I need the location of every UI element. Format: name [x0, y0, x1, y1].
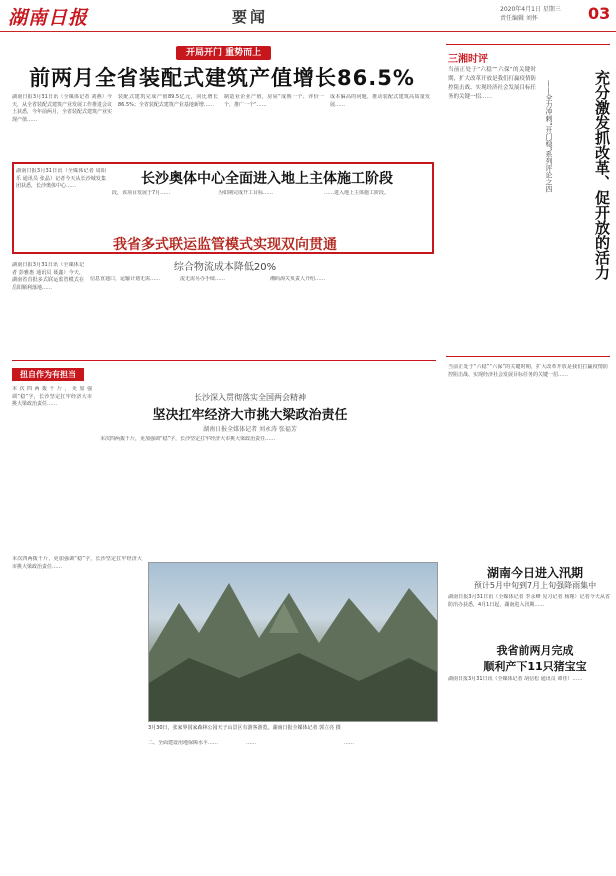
feature-headline: 坚决扛牢经济大市挑大梁政治责任	[152, 408, 348, 423]
commentary-body: 当前正处于“六稳”“六保”的关键时期，扩大改革开放是我们打赢疫情防控阻击战、实现经济社会发展目标任务的关键一招……	[448, 67, 536, 100]
feature-kicker: 扭自作为有担当	[12, 368, 84, 381]
story3-col-4: 湘码海关负责人介绍……	[270, 276, 326, 282]
flood-body: 湖南日报3月31日讯（全媒体记者 李永峰 见习记者 杨瑾）记者今天从省防汛办获悉，4月1日起，湖南进入汛期……	[448, 594, 610, 608]
bottom-col-2: ……	[246, 740, 256, 746]
bottom-col-1: 二、全面建设用地保障水平……	[148, 740, 219, 746]
mountain-landscape-image	[149, 563, 438, 722]
box-col-4: ……进入地上主体施工阶段。	[324, 190, 390, 196]
page-number: 03	[588, 4, 611, 23]
feature-col-1: 本次四两拨千斤，更加强调“稳”字，长沙坚定扛牢经济大市挑大梁政治责任……	[12, 386, 92, 408]
kicker-label: 开局开门 重势而上	[176, 46, 271, 60]
story3-col-1: 湖南日报3月31日讯（全媒体记者 彭雅惠 通讯员 聂鑫）今天，湖南省首批多式联运监管模式在岳阳顺利落地……	[12, 262, 84, 291]
lead-headline: 前两月全省装配式建筑产值增长86.5%	[29, 66, 415, 90]
newspaper-logo: 湖南日报	[8, 7, 89, 29]
news-photo	[148, 562, 438, 722]
header-info: 2020年4月1日 星期三 责任编辑 刘怀	[500, 6, 561, 22]
lead-col-3: 制造业企业产值，房屋“成熟一个、评价一个，推广一个”……	[224, 94, 324, 108]
bottom-col-3: ……	[344, 740, 354, 746]
story3-col-2: 信息直通口，运输计划无需……	[90, 276, 161, 282]
box-col-2: 段，该项目发展于7月……	[112, 190, 171, 196]
divider	[446, 44, 610, 45]
box-col-1: 湖南日报3月31日讯（全媒体记者 周阳乐 通讯员 张晶）记者今天从长沙城发集团获悉，长沙奥体中心……	[16, 168, 106, 190]
commentary-label: 三湘时评	[448, 54, 488, 65]
feature-topline: 长沙深入贯彻落实全国两会精神	[194, 393, 306, 402]
section-title: 要闻	[232, 8, 269, 26]
flood-subhead: 预计5月中旬到7月上旬强降雨集中	[473, 581, 597, 590]
divider	[446, 356, 610, 357]
feature-body: 本次四两拨千斤，更加强调“稳”字，长沙坚定扛牢经济大市挑大梁政治责任……	[100, 436, 276, 442]
box-headline: 长沙奥体中心全面进入地上主体施工阶段	[141, 171, 393, 187]
story3-subhead: 综合物流成本降低20%	[173, 262, 277, 273]
pig-body: 湖南日报3月31日讯（全媒体记者 胡信松 通讯员 谭佳）……	[448, 676, 583, 682]
lead-col-4: 成本偏高的问题，推动装配式建筑高质量发展……	[330, 94, 430, 108]
commentary-byline: ——全力冲刺“开门稳”系列评论之四	[545, 80, 553, 193]
left-lower-col: 本次四两拨千斤，更加强调“稳”字，长沙坚定扛牢经济大市挑大梁政治责任……	[12, 556, 142, 570]
pig-topline: 我省前两月完成	[496, 644, 574, 657]
box-col-3: 为如期完成开工目标……	[218, 190, 274, 196]
lead-col-2: 装配式建筑完成产值89.5亿元，同比增长86.5%；全省装配式建筑产业基地新增……	[118, 94, 218, 108]
pig-headline: 顺利产下11只猪宝宝	[483, 660, 587, 673]
commentary-title: 充分激发抓改革、促开放的活力	[593, 70, 611, 280]
lead-col-1: 湖南日报3月31日讯（全媒体记者 刘燕）今天，从全省装配式建筑产业发展工作推进会议上获悉，今年前两月，全省装配式建筑产业实现产值……	[12, 94, 112, 123]
story3-col-3: 流无需另办手续……	[180, 276, 226, 282]
commentary-continued: 当前正处于“六稳”“六保”的关键时期，扩大改革开放是我们打赢疫情防控阻击战、实现经济社会发展目标任务的关键一招……	[448, 364, 608, 378]
feature-byline: 湖南日报全媒体记者 刘永涛 张福芳	[203, 426, 297, 433]
divider	[12, 360, 436, 361]
flood-headline: 湖南今日进入汛期	[486, 566, 583, 580]
story3-headline: 我省多式联运监管模式实现双向贯通	[113, 237, 337, 253]
photo-caption: 3月30日，张家界国家森林公园天子山景区有游客游览。湖南日报全媒体记者 郭立亮 摄	[148, 725, 341, 731]
